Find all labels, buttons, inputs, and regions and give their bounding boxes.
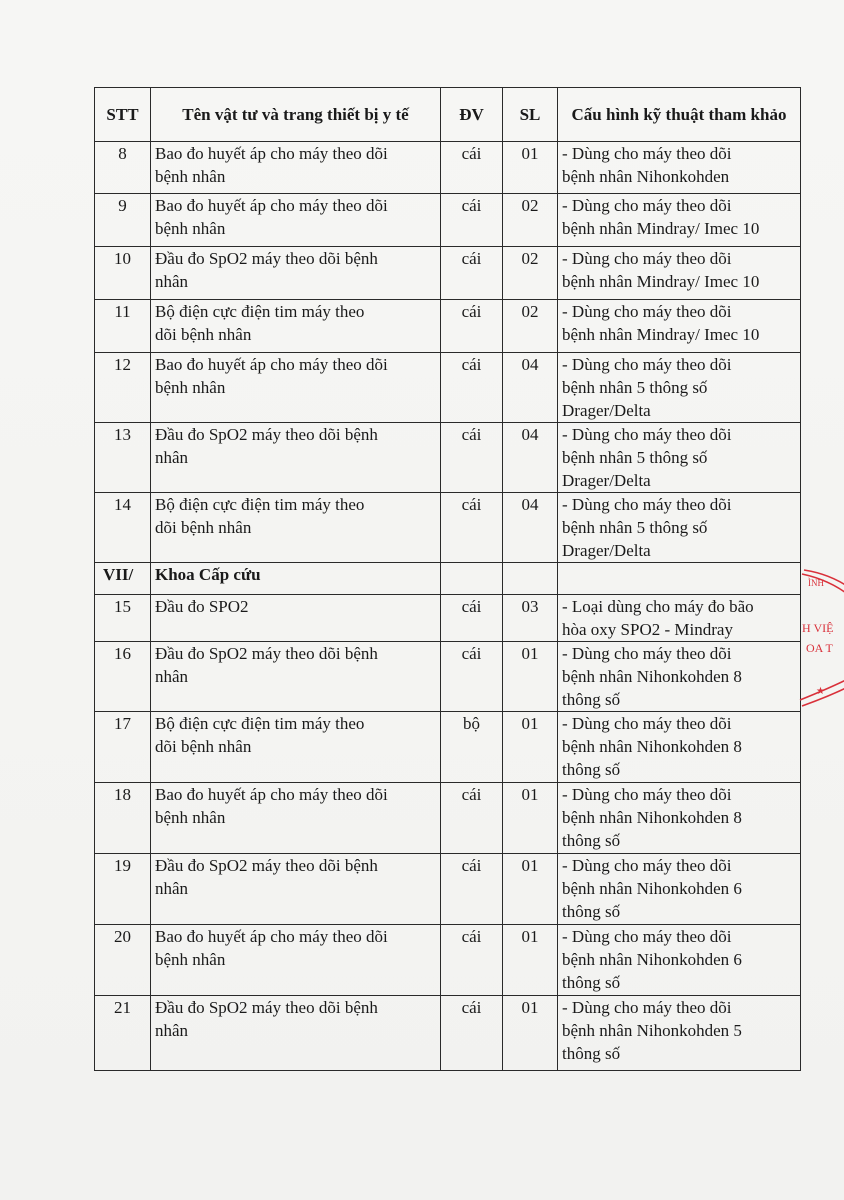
cell-config: - Dùng cho máy theo dõi bệnh nhân Nihonkohden 8 thông số [558,712,801,783]
cell-config: - Dùng cho máy theo dõi bệnh nhân Mindray/ Imec 10 [558,247,801,300]
cell-quantity: 01 [503,712,558,783]
cell-item-name: Đầu đo SpO2 máy theo dõi bệnh nhân [151,247,441,300]
cell-item-name: Bao đo huyết áp cho máy theo dõi bệnh nhân [151,925,441,996]
cell-item-name: Đầu đo SpO2 máy theo dõi bệnh nhân [151,854,441,925]
section-title: Khoa Cấp cứu [151,563,441,595]
cell-config: - Dùng cho máy theo dõi bệnh nhân Mindray/ Imec 10 [558,194,801,247]
cell-config: - Dùng cho máy theo dõi bệnh nhân Nihonkohden 8 thông số [558,783,801,854]
cell-item-name: Bao đo huyết áp cho máy theo dõi bệnh nhân [151,142,441,194]
table-row [95,595,801,642]
header-unit: ĐV [441,88,503,142]
cell-config: - Dùng cho máy theo dõi bệnh nhân Nihonkohden 5 thông số [558,996,801,1071]
cell-stt: 11 [95,300,151,353]
cell-config: - Dùng cho máy theo dõi bệnh nhân Nihonkohden 8 thông số [558,642,801,712]
cell-quantity: 02 [503,194,558,247]
cell-config: - Dùng cho máy theo dõi bệnh nhân Mindray/ Imec 10 [558,300,801,353]
cell-item-name: Đầu đo SpO2 máy theo dõi bệnh nhân [151,423,441,493]
cell-quantity: 01 [503,854,558,925]
header-stt: STT [95,88,151,142]
stamp-text-line1: H VIỆ [802,621,834,635]
table-row [95,712,801,783]
cell-item-name: Bộ điện cực điện tim máy theo dõi bệnh nhân [151,493,441,563]
cell-item-name: Bộ điện cực điện tim máy theo dõi bệnh nhân [151,300,441,353]
cell-unit: cái [441,854,503,925]
cell-stt: 19 [95,854,151,925]
stamp-star-icon: ★ [816,686,825,697]
cell-unit: cái [441,423,503,493]
cell-stt: 21 [95,996,151,1071]
cell-config: - Dùng cho máy theo dõi bệnh nhân Nihonkohden 6 thông số [558,925,801,996]
header-config: Cấu hình kỹ thuật tham khảo [558,88,801,142]
cell-quantity: 04 [503,423,558,493]
cell-unit: cái [441,595,503,642]
cell-unit: cái [441,925,503,996]
cell-unit: cái [441,247,503,300]
cell-item-name: Đầu đo SpO2 máy theo dõi bệnh nhân [151,642,441,712]
table-row [95,925,801,996]
cell-quantity: 01 [503,642,558,712]
table-row [95,423,801,493]
cell-stt: 8 [95,142,151,194]
cell-quantity: 03 [503,595,558,642]
cell-item-name: Đầu đo SpO2 máy theo dõi bệnh nhân [151,996,441,1071]
cell-quantity: 04 [503,353,558,423]
table-row [95,247,801,300]
cell-stt: 16 [95,642,151,712]
cell-stt: 18 [95,783,151,854]
cell-config: - Dùng cho máy theo dõi bệnh nhân 5 thông số Drager/Delta [558,493,801,563]
cell-quantity: 01 [503,925,558,996]
table-row [95,854,801,925]
cell-stt: 20 [95,925,151,996]
cell-unit: cái [441,642,503,712]
cell-config: - Dùng cho máy theo dõi bệnh nhân Nihonkohden 6 thông số [558,854,801,925]
cell-quantity: 01 [503,783,558,854]
table-row [95,783,801,854]
cell-unit: cái [441,142,503,194]
header-qty: SL [503,88,558,142]
cell-config: - Dùng cho máy theo dõi bệnh nhân Nihonkohden [558,142,801,194]
cell-item-name: Bao đo huyết áp cho máy theo dõi bệnh nhân [151,194,441,247]
cell-unit: cái [441,194,503,247]
header-name: Tên vật tư và trang thiết bị y tế [151,88,441,142]
cell-quantity: 02 [503,247,558,300]
stamp-text-line2: OA T [806,641,833,655]
cell-item-name: Bộ điện cực điện tim máy theo dõi bệnh nhân [151,712,441,783]
table-row [95,996,801,1071]
cell-stt: 13 [95,423,151,493]
cell-stt: 17 [95,712,151,783]
cell-unit: bộ [441,712,503,783]
table-header-row [95,88,801,142]
cell-unit [441,563,503,595]
cell-item-name: Bao đo huyết áp cho máy theo dõi bệnh nhân [151,783,441,854]
equipment-table [94,87,801,1071]
table-row [95,353,801,423]
table-row [95,300,801,353]
cell-unit: cái [441,353,503,423]
cell-config [558,563,801,595]
cell-quantity: 04 [503,493,558,563]
table-row [95,493,801,563]
cell-quantity: 01 [503,142,558,194]
cell-stt: 12 [95,353,151,423]
cell-stt: VII/ [95,563,151,595]
cell-unit: cái [441,493,503,563]
cell-item-name: Đầu đo SPO2 [151,595,441,642]
cell-stt: 10 [95,247,151,300]
cell-quantity: 01 [503,996,558,1071]
table-row [95,142,801,194]
cell-stt: 14 [95,493,151,563]
table-row [95,642,801,712]
stamp-text-top: ÌNH [808,578,824,588]
cell-item-name: Bao đo huyết áp cho máy theo dõi bệnh nhân [151,353,441,423]
cell-quantity: 02 [503,300,558,353]
cell-config: - Loại dùng cho máy đo bão hòa oxy SPO2 - Mindray [558,595,801,642]
table-row [95,194,801,247]
cell-config: - Dùng cho máy theo dõi bệnh nhân 5 thông số Drager/Delta [558,353,801,423]
cell-stt: 15 [95,595,151,642]
cell-quantity [503,563,558,595]
cell-unit: cái [441,783,503,854]
cell-unit: cái [441,996,503,1071]
cell-unit: cái [441,300,503,353]
cell-config: - Dùng cho máy theo dõi bệnh nhân 5 thông số Drager/Delta [558,423,801,493]
cell-stt: 9 [95,194,151,247]
section-row [95,563,801,595]
